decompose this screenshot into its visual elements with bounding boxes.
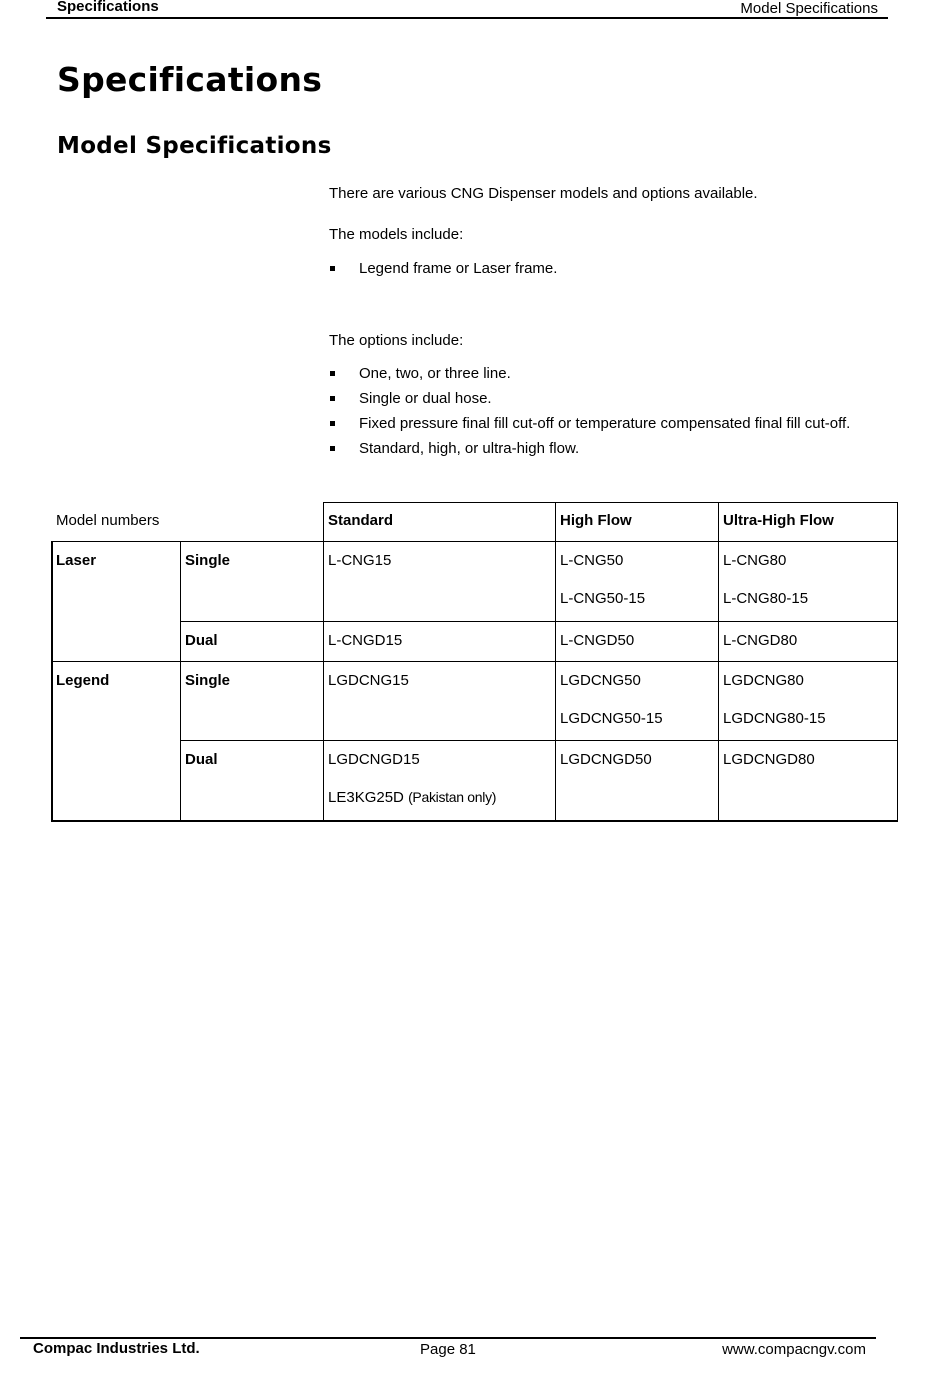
list-item: Legend frame or Laser frame. [329,260,557,285]
table-cell [718,662,898,740]
table-cell: LGDCNG15 [328,672,409,689]
list-item: Standard, high, or ultra-high flow. [329,440,850,465]
row-header-dual: Dual [185,751,218,768]
running-header-subsection: Model Specifications [740,0,878,17]
row-header-laser: Laser [56,552,97,569]
list-item: Fixed pressure final fill cut-off or temperature compensated final fill cut-off. [329,415,850,440]
column-header-high-flow: High Flow [560,512,632,529]
model-number-with-note [328,789,496,806]
model-number: LGDCNG80 [723,672,804,689]
model-number: LE3KG25D [328,789,404,806]
column-header-ultra-high-flow: Ultra-High Flow [723,512,834,529]
model-note: (Pakistan only) [408,789,497,805]
page-title: Specifications [57,60,323,99]
table-cell: L-CNG15 [328,552,392,569]
model-number: LGDCNGD15 [328,751,420,768]
row-header-single: Single [185,672,231,689]
row-header-single: Single [185,552,231,569]
table-cell: L-CNGD80 [723,632,798,649]
header-rule [46,17,888,19]
model-numbers-table [51,502,899,823]
table-rule [51,820,898,822]
model-number: LGDCNG50 [560,672,641,689]
model-number: L-CNG50-15 [560,590,646,607]
footer-website: www.compacngv.com [722,1341,866,1358]
intro-paragraph: There are various CNG Dispenser models and options available. [329,185,758,202]
table-cell: L-CNGD50 [560,632,635,649]
models-list [329,260,557,285]
column-header-standard: Standard [328,512,394,529]
table-cell [555,662,718,740]
models-intro: The models include: [329,226,464,243]
table-cell: LGDCNGD50 [560,751,652,768]
model-number: LGDCNG80-15 [723,710,826,727]
footer-page-number: Page 81 [420,1341,476,1358]
table-cell [718,542,898,621]
footer-rule [20,1337,876,1339]
table-cell [555,542,718,621]
model-number: L-CNG50 [560,552,624,569]
model-number: L-CNG80-15 [723,590,809,607]
table-cell [323,741,555,820]
options-intro: The options include: [329,332,464,349]
list-item: Single or dual hose. [329,390,850,415]
section-title: Model Specifications [57,133,332,159]
list-item: One, two, or three line. [329,365,850,390]
footer-company: Compac Industries Ltd. [33,1340,200,1357]
model-number: L-CNG80 [723,552,787,569]
row-header-legend: Legend [56,672,110,689]
row-header-dual: Dual [185,632,218,649]
options-list [329,365,850,465]
table-label: Model numbers [56,512,160,529]
model-number: LGDCNG50-15 [560,710,663,727]
table-cell: L-CNGD15 [328,632,403,649]
running-header-section: Specifications [57,0,159,15]
table-cell: LGDCNGD80 [723,751,815,768]
